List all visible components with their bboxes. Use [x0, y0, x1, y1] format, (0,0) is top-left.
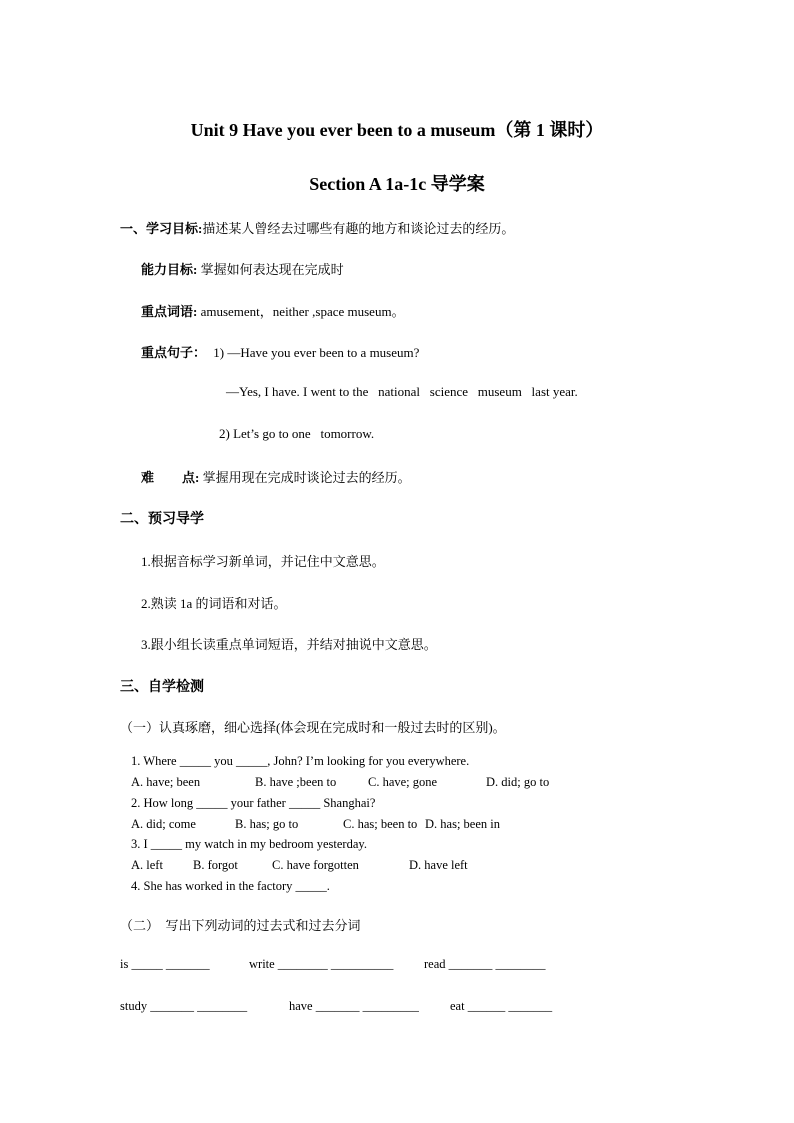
preview-item: 2.熟读 1a 的词语和对话。	[141, 596, 287, 611]
sentence-label: 重点句子：	[141, 345, 207, 360]
goals-text: 描述某人曾经去过哪些有趣的地方和谈论过去的经历。	[202, 221, 515, 236]
verb-blank-is: is _____ _______	[120, 957, 210, 971]
sentence-2: 2) Let’s go to one tomorrow.	[219, 426, 375, 441]
preview-item: 3.跟小组长读重点单词短语，并结对抽说中文意思。	[141, 637, 437, 652]
ability-label: 能力目标:	[141, 262, 198, 277]
option-d: D. have left	[409, 858, 468, 872]
question-stem: 2. How long _____ your father _____ Shanghai?	[131, 796, 376, 810]
option-c: C. have; gone	[368, 775, 438, 789]
option-a: A. left	[131, 858, 163, 872]
ability-text: 掌握如何表达现在完成时	[200, 262, 344, 277]
page-title: Unit 9 Have you ever been to a museum（第 1 课时）	[190, 120, 604, 140]
vocab-label: 重点词语:	[141, 304, 198, 319]
option-c: C. has; been to	[343, 817, 418, 831]
sentence-line-1	[141, 342, 419, 361]
vocab-text: amusement，neither ,space museum。	[200, 304, 405, 319]
question-stem: 4. She has worked in the factory _____.	[131, 879, 330, 893]
goals-heading: 一、学习目标:	[120, 221, 203, 236]
verb-blank-eat: eat ______ _______	[450, 999, 553, 1013]
question-stem: 3. I _____ my watch in my bedroom yesterday.	[131, 837, 367, 851]
option-d: D. has; been in	[425, 817, 500, 831]
goals-line	[120, 218, 514, 237]
option-c: C. have forgotten	[272, 858, 359, 872]
sentence-1: 1) —Have you ever been to a museum?	[213, 345, 420, 360]
option-b: B. have ;been to	[255, 775, 337, 789]
option-d: D. did; go to	[486, 775, 550, 789]
part2-title: （二） 写出下列动词的过去式和过去分词	[120, 918, 361, 933]
question-stem: 1. Where _____ you _____, John? I’m looking for you everywhere.	[131, 754, 470, 768]
difficulty-label-1: 难	[141, 470, 155, 485]
verbs-row-1	[120, 957, 546, 972]
verb-blank-have: have _______ _________	[289, 999, 419, 1013]
option-b: B. has; go to	[235, 817, 299, 831]
verb-blank-study: study _______ ________	[120, 999, 248, 1013]
part1-title: （一）认真琢磨，细心选择(体会现在完成时和一般过去时的区别)。	[120, 720, 506, 735]
vocab-line	[141, 301, 405, 320]
ability-line	[141, 259, 344, 278]
question-options	[131, 858, 468, 873]
option-a: A. did; come	[131, 817, 196, 831]
question-options	[131, 775, 549, 790]
page-subtitle: Section A 1a-1c 导学案	[309, 174, 485, 194]
verb-blank-read: read _______ ________	[424, 957, 546, 971]
question-options	[131, 817, 500, 832]
difficulty-text: 掌握用现在完成时谈论过去的经历。	[202, 470, 411, 485]
option-a: A. have; been	[131, 775, 201, 789]
sentence-1-answer: —Yes, I have. I went to the national science museum last year.	[226, 384, 578, 399]
preview-item: 1.根据音标学习新单词，并记住中文意思。	[141, 554, 385, 569]
verb-blank-write: write ________ __________	[249, 957, 394, 971]
verbs-row-2	[120, 999, 552, 1014]
preview-heading: 二、预习导学	[120, 512, 204, 527]
difficulty-label-2: 点:	[182, 470, 200, 485]
option-b: B. forgot	[193, 858, 238, 872]
selfcheck-heading: 三、自学检测	[120, 680, 204, 695]
difficulty-line	[141, 467, 411, 486]
